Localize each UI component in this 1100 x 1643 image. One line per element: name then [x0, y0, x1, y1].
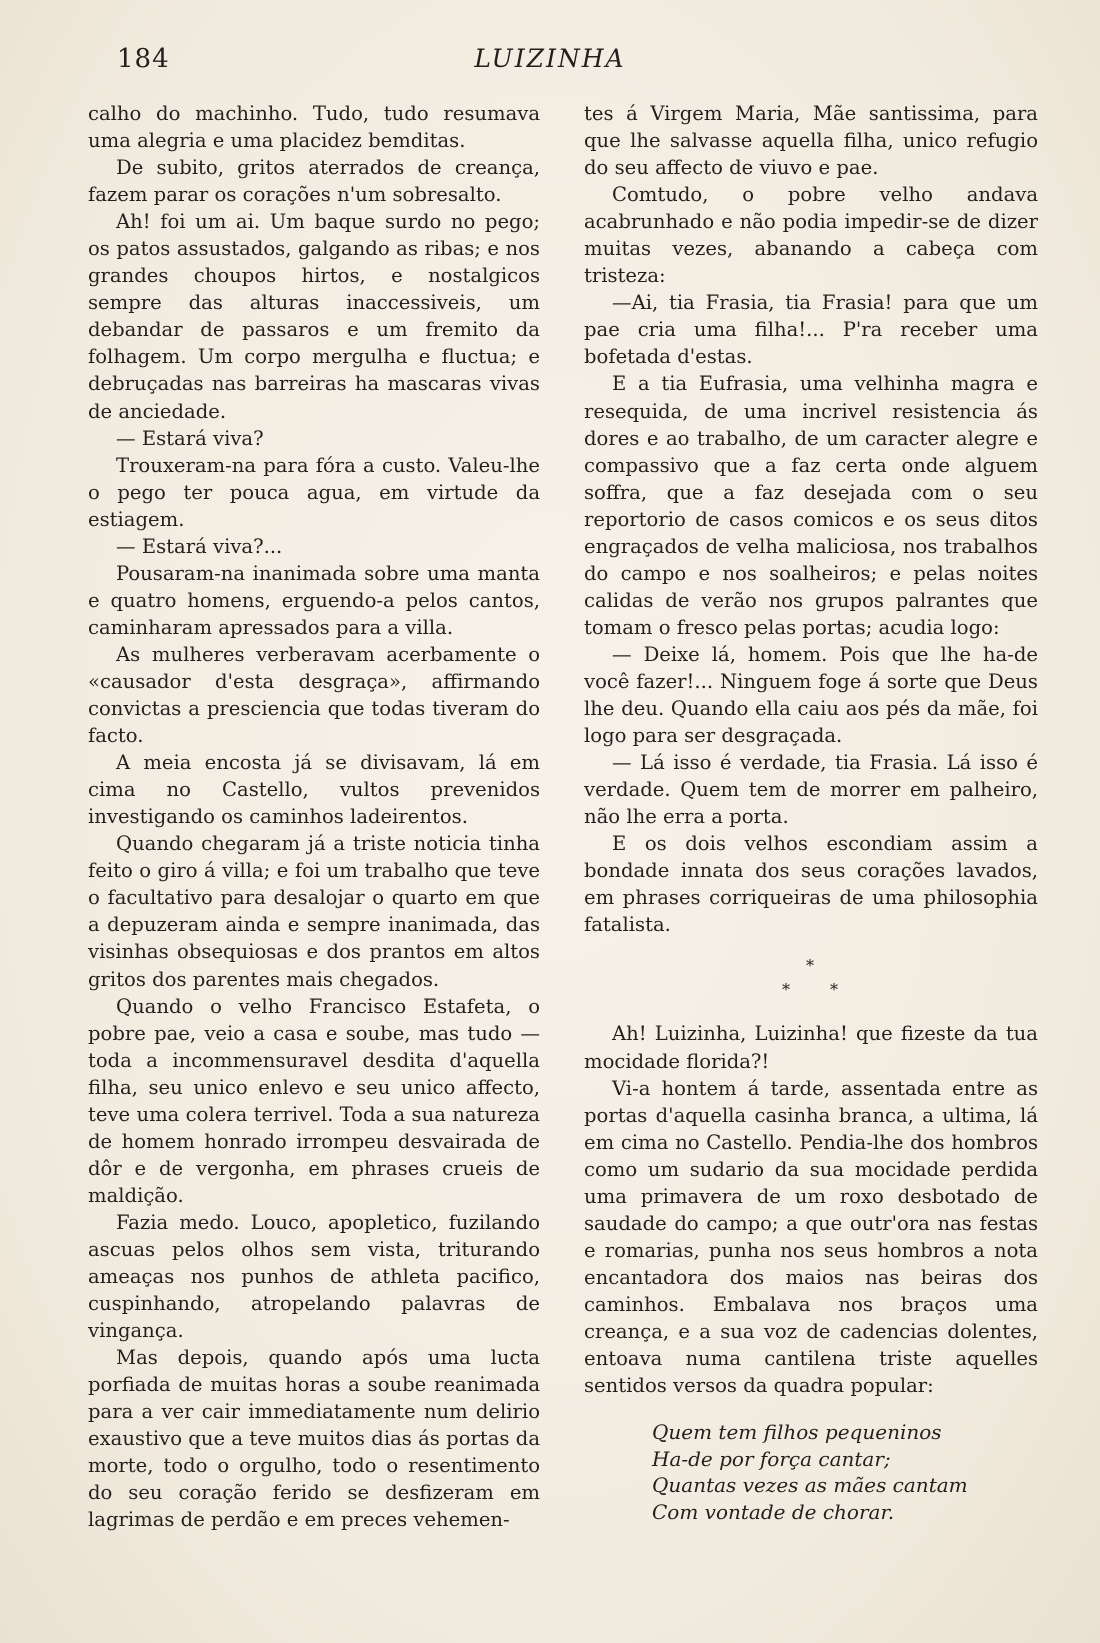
running-title: LUIZINHA	[474, 44, 626, 73]
paragraph: As mulheres verberavam acerbamente o «causador d'esta desgraça», affirmando convictas a presciencia que todas tiveram do facto.	[88, 642, 540, 748]
paragraph: De subito, gritos aterrados de creança, fazem parar os corações n'um sobresalto.	[88, 156, 540, 207]
asterisk: *	[830, 980, 838, 1000]
paragraph: Trouxeram-na para fóra a custo. Valeu-lhe o pego ter pouca agua, em virtude da estiagem.	[88, 453, 540, 531]
dialogue-line: — Deixe lá, homem. Pois que lhe ha-de você fazer!... Ninguem foge á sorte que Deus lhe deu. Quando ella caiu aos pés da mãe, foi logo para ser desgraçada.	[584, 642, 1038, 748]
verse-line: Quantas vezes as mães cantam	[652, 1473, 968, 1498]
paragraph: Pousaram-na inanimada sobre uma manta e quatro homens, erguendo-a pelos cantos, caminharam apressados para a villa.	[88, 561, 540, 639]
paragraph: A meia encosta já se divisavam, lá em cima no Castello, vultos prevenidos investigando os caminhos ladeirentos.	[88, 751, 540, 829]
paragraph: Comtudo, o pobre velho andava acabrunhado e não podia impedir-se de dizer muitas vezes, abanando a cabeça com tristeza:	[584, 183, 1038, 288]
verse-quatrain	[584, 1419, 1038, 1525]
paragraph: tes á Virgem Maria, Mãe santissima, para que lhe salvasse aquella filha, unico refugio do seu affecto de viuvo e pae.	[584, 102, 1038, 180]
asterisk: *	[806, 956, 814, 976]
dialogue-line: —Ai, tia Frasia, tia Frasia! para que um pae cria uma filha!... P'ra receber uma bofetada d'estas.	[584, 291, 1038, 369]
verse-line: Ha-de por força cantar;	[652, 1446, 891, 1471]
verse-line: Com vontade de chorar.	[652, 1499, 895, 1524]
left-column	[88, 100, 540, 1533]
paragraph: Mas depois, quando após uma lucta porfiada de muitas horas a soube reanimada para a ver cair immediatamente num delirio exaustivo que a teve muitos dias ás portas da morte, todo o orgulho, todo o resentimento do seu coração ferido se desfizeram em lagrimas de perdão e em preces vehemen-	[88, 1346, 540, 1532]
paragraph: Vi-a hontem á tarde, assentada entre as portas d'aquella casinha branca, a ultima, lá em cima no Castello. Pendia-lhe dos hombros como um sudario da sua mocidade perdida uma primavera de um roxo desbotado de saudade do campo; a que outr'ora nas festas e romarias, punha nos seus hombros a nota encantadora dos maios nas beiras dos caminhos. Embalava nos braços uma creança, e a sua voz de cadencias dolentes, entoava numa cantilena triste aquelles sentidos versos da quadra popular:	[584, 1076, 1038, 1398]
dialogue-line: — Lá isso é verdade, tia Frasia. Lá isso é verdade. Quem tem de morrer em palheiro, não lhe erra a porta.	[584, 751, 1038, 829]
paragraph: Quando chegaram já a triste noticia tinha feito o giro á villa; e foi um trabalho que teve o facultativo para desalojar o quarto em que a depuzeram ainda e sempre inanimada, das visinhas obsequiosas e dos prantos em altos gritos dos parentes mais chegados.	[88, 832, 540, 991]
dialogue-line: — Estará viva?...	[116, 534, 283, 558]
verse-line: Quem tem filhos pequeninos	[652, 1420, 942, 1445]
paragraph: Ah! foi um ai. Um baque surdo no pego; os patos assustados, galgando as ribas; e nos grandes choupos hirtos, e nostalgicos sempre das alturas inaccessiveis, um debandar de passaros e um fremito da folhagem. Um corpo mergulha e fluctua; e debruçadas nas barreiras ha mascaras vivas de anciedade.	[88, 210, 540, 423]
paragraph: calho do machinho. Tudo, tudo resumava uma alegria e uma placidez bemditas.	[88, 102, 540, 153]
paragraph: Ah! Luizinha, Luizinha! que fizeste da tua mocidade florida?!	[584, 1022, 1038, 1073]
page-number: 184	[117, 44, 170, 74]
paragraph: Fazia medo. Louco, apopletico, fuzilando ascuas pelos olhos sem vista, triturando ameaças nos punhos de athleta pacifico, cuspinhando, atropelando palavras de vingança.	[88, 1210, 540, 1343]
paragraph: E os dois velhos escondiam assim a bondade innata dos seus corações lavados, em phrases corriqueiras de uma philosophia fatalista.	[584, 832, 1038, 937]
right-column	[584, 100, 1038, 1525]
paragraph: E a tia Eufrasia, uma velhinha magra e resequida, de uma incrivel resistencia ás dores e ao trabalho, de um caracter alegre e compassivo que a faz certa onde alguem soffra, que a faz desejada com o seu reportorio de casos comicos e os seus ditos engraçados de velha maliciosa, nos trabalhos do campo e nos soalheiros; e pelas noites calidas de verão nos grupos palrantes que tomam o fresco pelas portas; acudia logo:	[584, 372, 1038, 639]
section-separator	[584, 944, 1038, 1006]
asterisk: *	[782, 980, 790, 1000]
dialogue-line: — Estará viva?	[116, 426, 264, 450]
paragraph: Quando o velho Francisco Estafeta, o pobre pae, veio a casa e soube, mas tudo — toda a incommensuravel desdita d'aquella filha, seu unico enlevo e seu unico affecto, teve uma colera terrivel. Toda a sua natureza de homem honrado irrompeu desvairada de dôr e de vergonha, em phrases crueis de maldição.	[88, 994, 540, 1207]
